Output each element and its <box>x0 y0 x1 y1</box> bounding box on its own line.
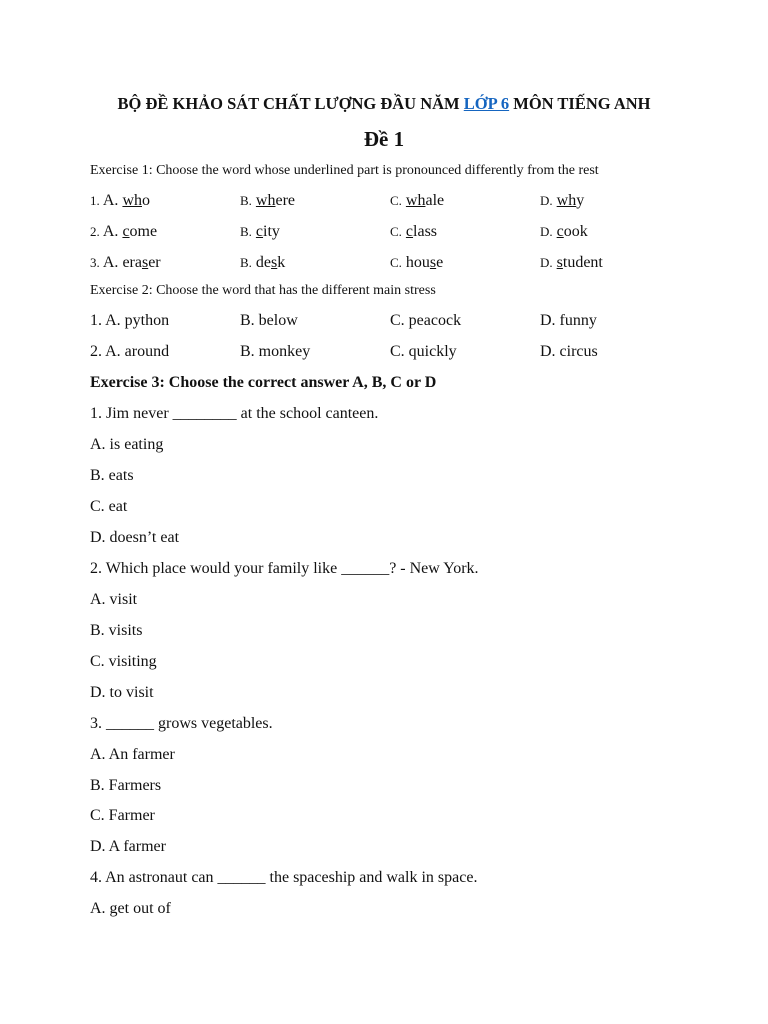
grade-link[interactable]: LỚP 6 <box>463 94 510 113</box>
answer-option: C. visiting <box>90 653 157 670</box>
exercise1-option-a: 1. A. who <box>90 192 150 209</box>
exam-number-heading: Đề 1 <box>363 127 405 151</box>
exercise1-option-a: 3. A. eraser <box>90 254 161 271</box>
question-2: 2. Which place would your family like ______? - New York. <box>90 560 479 577</box>
answer-option: D. to visit <box>90 684 154 701</box>
question-1: 1. Jim never ________ at the school canteen. <box>90 405 379 422</box>
answer-option: A. An farmer <box>90 746 175 763</box>
answer-option: C. eat <box>90 498 128 515</box>
exercise1-option-d: D. cook <box>540 223 588 240</box>
exercise1-option-d: D. why <box>540 192 585 209</box>
exercise2-row <box>90 310 710 332</box>
answer-option: D. A farmer <box>90 838 166 855</box>
answer-option: B. eats <box>90 467 134 484</box>
exercise1-option-b: B. desk <box>240 254 286 271</box>
exercise1-option-b: B. city <box>240 223 280 240</box>
exercise2-option-a: 1. A. python <box>90 312 170 329</box>
answer-option: A. get out of <box>90 900 171 917</box>
answer-option: B. visits <box>90 622 143 639</box>
answer-option: A. visit <box>90 591 138 608</box>
answer-option: A. is eating <box>90 436 164 453</box>
title-text-before: BỘ ĐỀ KHẢO SÁT CHẤT LƯỢNG ĐẦU NĂM <box>117 94 464 113</box>
document-title <box>0 93 768 115</box>
exercise1-option-c: C. class <box>390 223 438 240</box>
exercise1-option-a: 2. A. come <box>90 223 158 240</box>
exercise1-heading: Exercise 1: Choose the word whose underlined part is pronounced differently from the rest <box>90 163 599 178</box>
exercise2-option-d: D. funny <box>540 312 597 329</box>
answer-option: D. doesn’t eat <box>90 529 180 546</box>
exercise2-option-d: D. circus <box>540 343 598 360</box>
question-3: 3. ______ grows vegetables. <box>90 715 273 732</box>
answer-option: B. Farmers <box>90 777 162 794</box>
exercise2-row <box>90 341 710 363</box>
question-4: 4. An astronaut can ______ the spaceship and walk in space. <box>90 869 478 886</box>
exercise1-row <box>90 190 710 212</box>
exercise1-row <box>90 252 710 274</box>
exercise2-heading: Exercise 2: Choose the word that has the different main stress <box>90 283 436 298</box>
exercise1-option-c: C. whale <box>390 192 445 209</box>
exercise2-option-c: C. peacock <box>390 312 462 329</box>
exercise2-option-a: 2. A. around <box>90 343 170 360</box>
title-text-after: MÔN TIẾNG ANH <box>509 94 651 113</box>
exercise2-option-b: B. monkey <box>240 343 311 360</box>
exercise3-heading: Exercise 3: Choose the correct answer A, B, C or D <box>90 374 437 391</box>
exercise1-row <box>90 221 710 243</box>
exercise1-option-d: D. student <box>540 254 603 271</box>
exercise2-option-b: B. below <box>240 312 298 329</box>
exercise1-option-c: C. house <box>390 254 444 271</box>
answer-option: C. Farmer <box>90 807 155 824</box>
exercise2-option-c: C. quickly <box>390 343 457 360</box>
exercise1-option-b: B. where <box>240 192 296 209</box>
